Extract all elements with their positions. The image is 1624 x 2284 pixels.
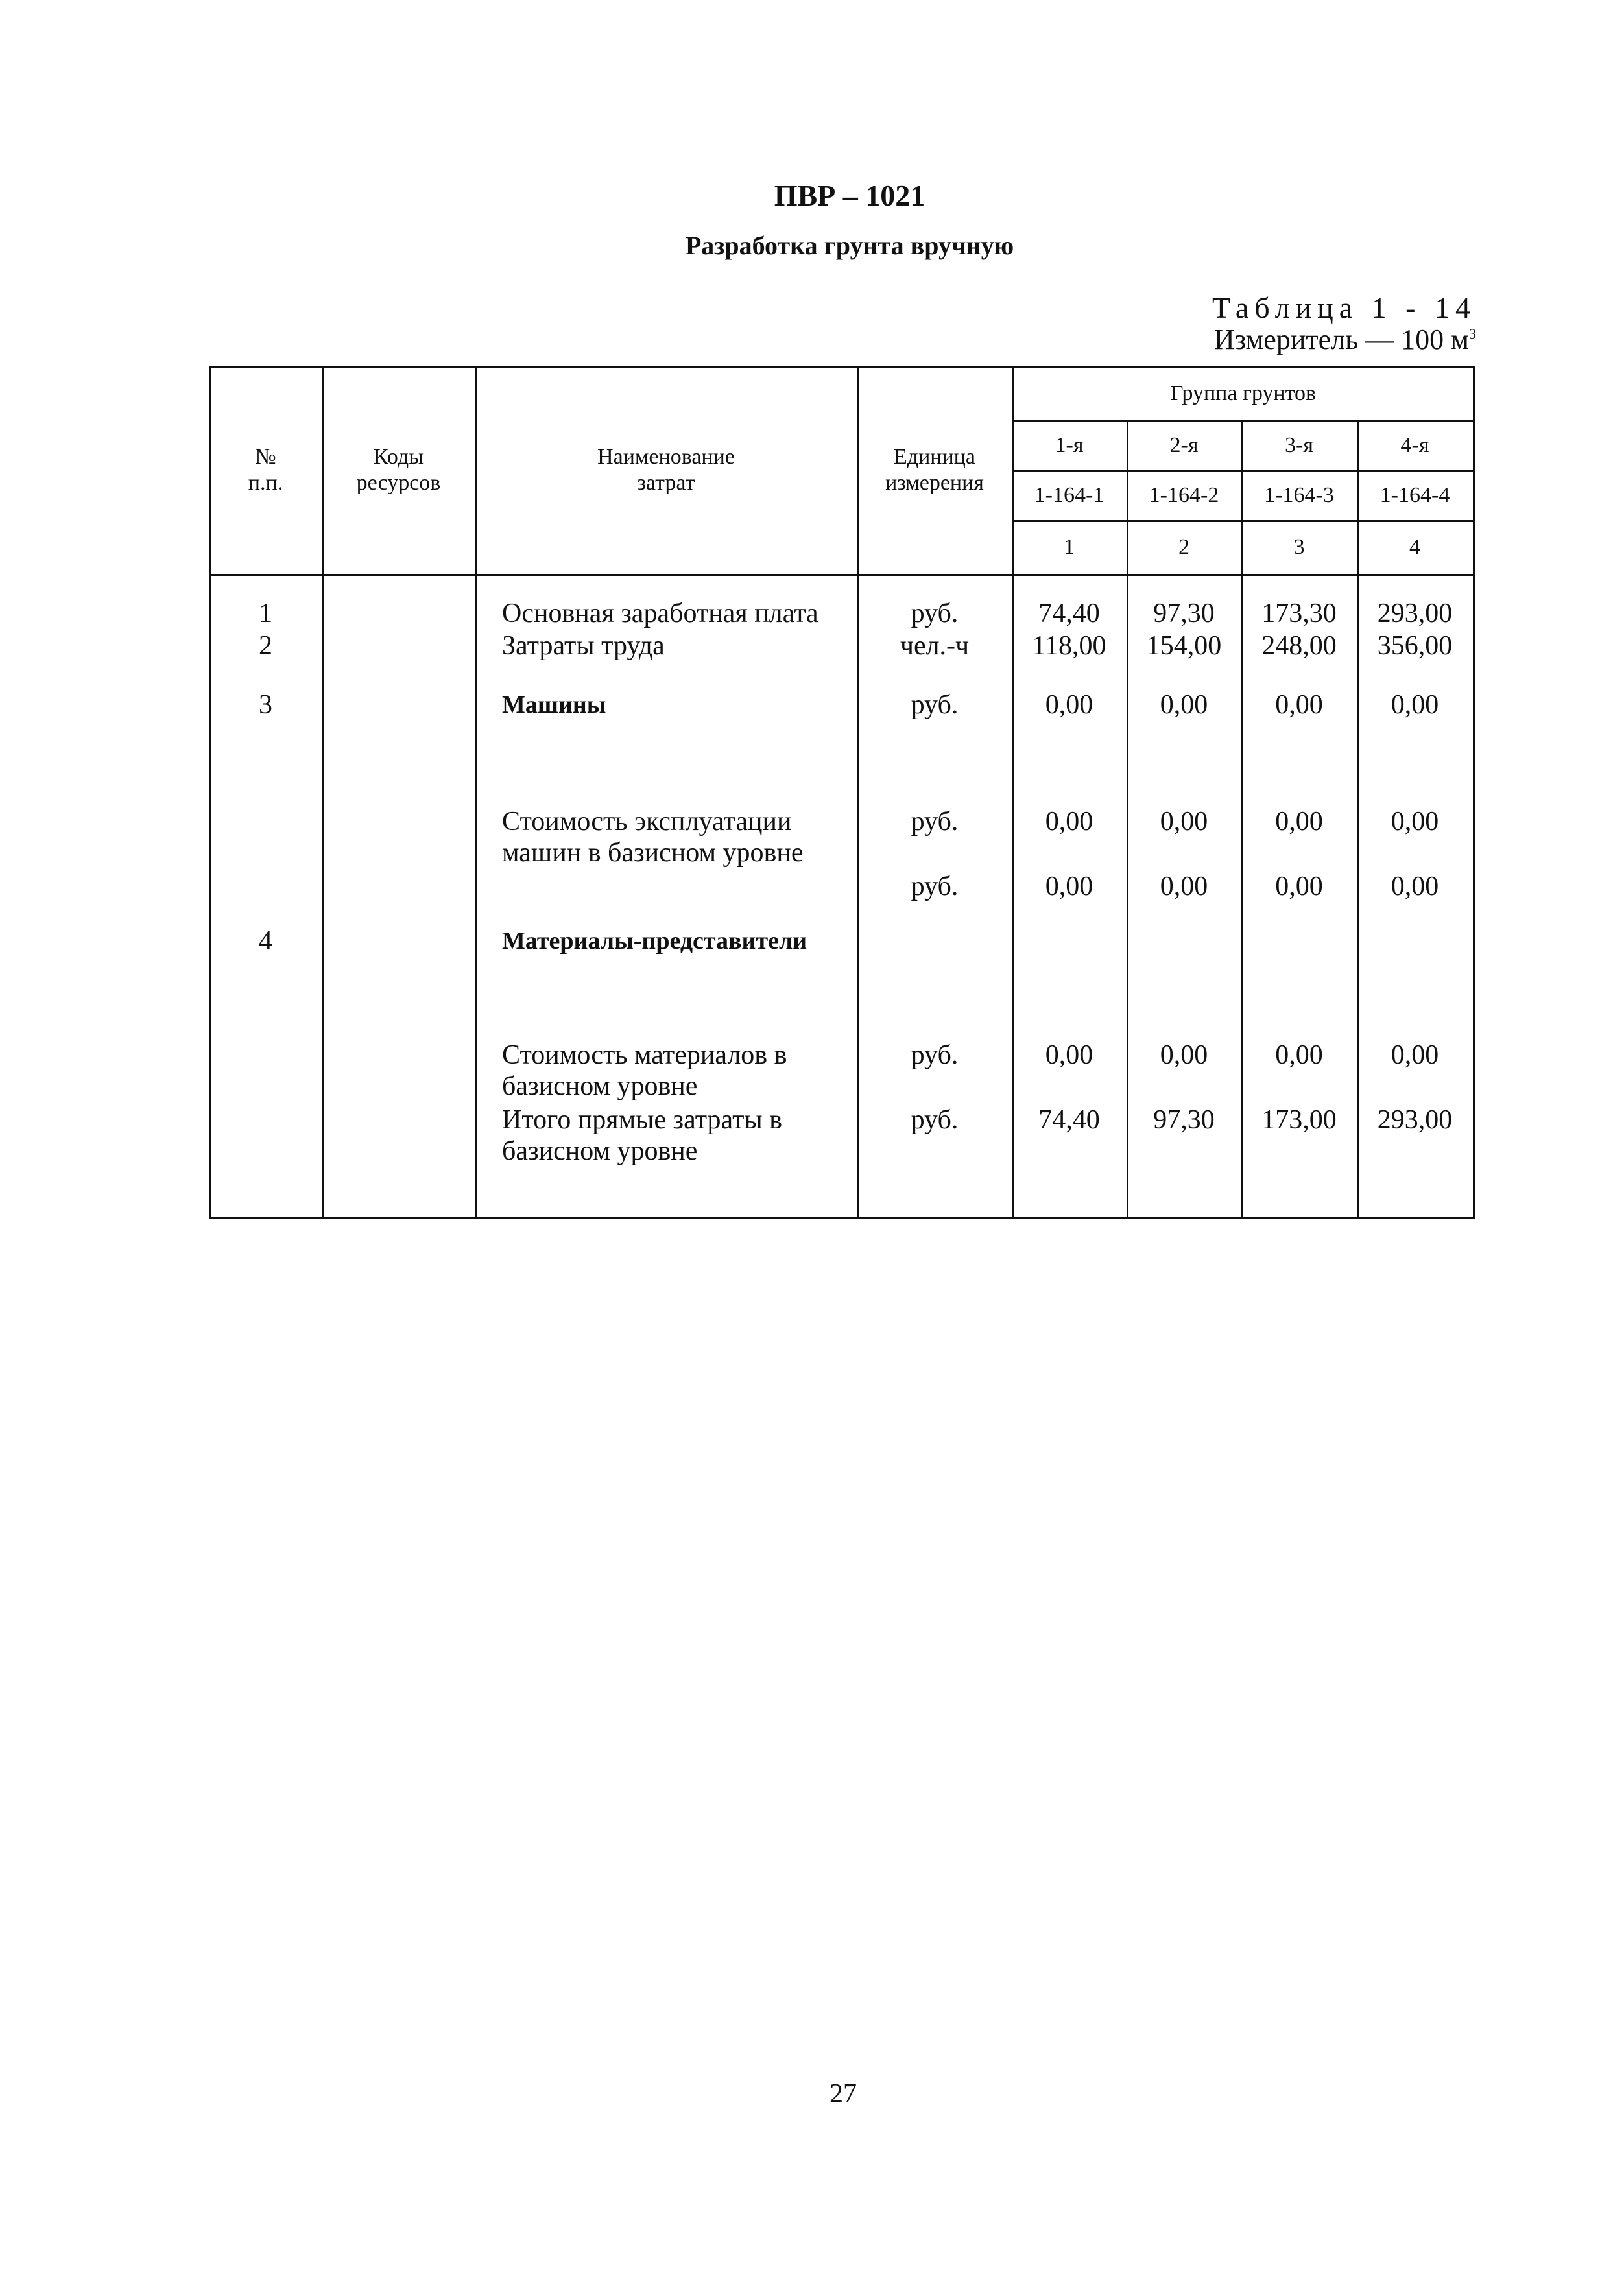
header-name: Наименование затрат [597,445,735,495]
rates-table [209,366,1475,1221]
row-value-group-3: 173,00 [1261,1105,1337,1135]
document-code-title: ПВР – 1021 [774,179,925,212]
header-code-3: 1-164-3 [1264,482,1334,507]
row-unit: руб. [911,872,959,901]
row-value-group-1: 74,40 [1038,1105,1100,1135]
row-name: Материалы-представители [502,927,807,955]
header-codes: Коды ресурсов [356,445,441,495]
row-value-group-2: 0,00 [1160,690,1208,720]
document-subtitle: Разработка грунта вручную [685,231,1014,260]
row-name: Основная заработная плата [502,599,818,628]
row-value-group-2: 0,00 [1160,1040,1208,1070]
page-number: 27 [830,2079,857,2109]
row-name: Машины [502,691,606,719]
row-value-group-3: 0,00 [1275,1040,1323,1070]
row-unit: руб. [911,807,959,837]
header-code-2: 1-164-2 [1149,482,1219,507]
row-name: Стоимость материалов в базисном уровне [502,1040,787,1101]
row-unit: руб. [911,690,959,720]
row-value-group-3: 0,00 [1275,690,1323,720]
row-value-group-1: 74,40 [1038,599,1100,628]
header-colnum-1: 1 [1064,534,1075,559]
row-value-group-4: 0,00 [1391,807,1439,837]
row-number: 1 [259,599,272,628]
header-code-4: 1-164-4 [1379,482,1450,507]
row-unit: руб. [911,599,959,628]
header-num: № п.п. [248,445,283,495]
row-name: Итого прямые затраты в базисном уровне [502,1105,783,1166]
row-number: 2 [259,631,272,661]
row-value-group-3: 248,00 [1261,631,1337,661]
row-value-group-4: 0,00 [1391,872,1439,901]
table-header-bottom [209,574,1475,576]
row-name: Стоимость эксплуатации машин в базисном уровне [502,807,804,868]
row-value-group-2: 97,30 [1153,1105,1215,1135]
row-value-group-3: 0,00 [1275,872,1323,901]
row-value-group-2: 0,00 [1160,872,1208,901]
row-number: 4 [259,926,272,956]
row-unit: руб. [911,1040,959,1070]
measure-text: Измеритель — 100 м [1213,324,1469,355]
header-group-4: 4-я [1400,433,1429,457]
header-unit: Единица измерения [885,445,984,495]
header-group-2: 2-я [1169,433,1199,457]
row-unit: руб. [911,1105,959,1135]
row-value-group-2: 0,00 [1160,807,1208,837]
header-soil-group: Группа грунтов [1170,381,1317,405]
measure-superscript: 3 [1469,326,1476,342]
row-value-group-4: 293,00 [1377,599,1453,628]
row-value-group-1: 0,00 [1045,1040,1093,1070]
measure-label [1214,323,1476,356]
row-value-group-4: 356,00 [1377,631,1453,661]
header-code-1: 1-164-1 [1034,482,1105,507]
row-unit: чел.-ч [900,631,970,661]
header-colnum-2: 2 [1178,534,1189,559]
row-value-group-3: 0,00 [1275,807,1323,837]
row-value-group-4: 0,00 [1391,690,1439,720]
row-value-group-2: 154,00 [1146,631,1222,661]
header-group-3: 3-я [1285,433,1313,457]
row-number: 3 [259,690,272,720]
row-value-group-1: 118,00 [1032,631,1106,661]
row-value-group-4: 293,00 [1377,1105,1453,1135]
header-colnum-4: 4 [1409,534,1420,559]
table-border-right [1473,366,1475,1219]
row-value-group-1: 0,00 [1045,872,1093,901]
header-colnum-3: 3 [1293,534,1305,559]
table-border-bottom [209,1217,1475,1219]
row-name: Затраты труда [502,631,665,661]
row-value-group-1: 0,00 [1045,690,1093,720]
row-value-group-2: 97,30 [1153,599,1215,628]
row-value-group-3: 173,30 [1261,599,1337,628]
row-value-group-1: 0,00 [1045,807,1093,837]
table-label: Таблица 1 - 14 [1212,291,1476,324]
row-value-group-4: 0,00 [1391,1040,1439,1070]
header-group-1: 1-я [1055,433,1084,457]
